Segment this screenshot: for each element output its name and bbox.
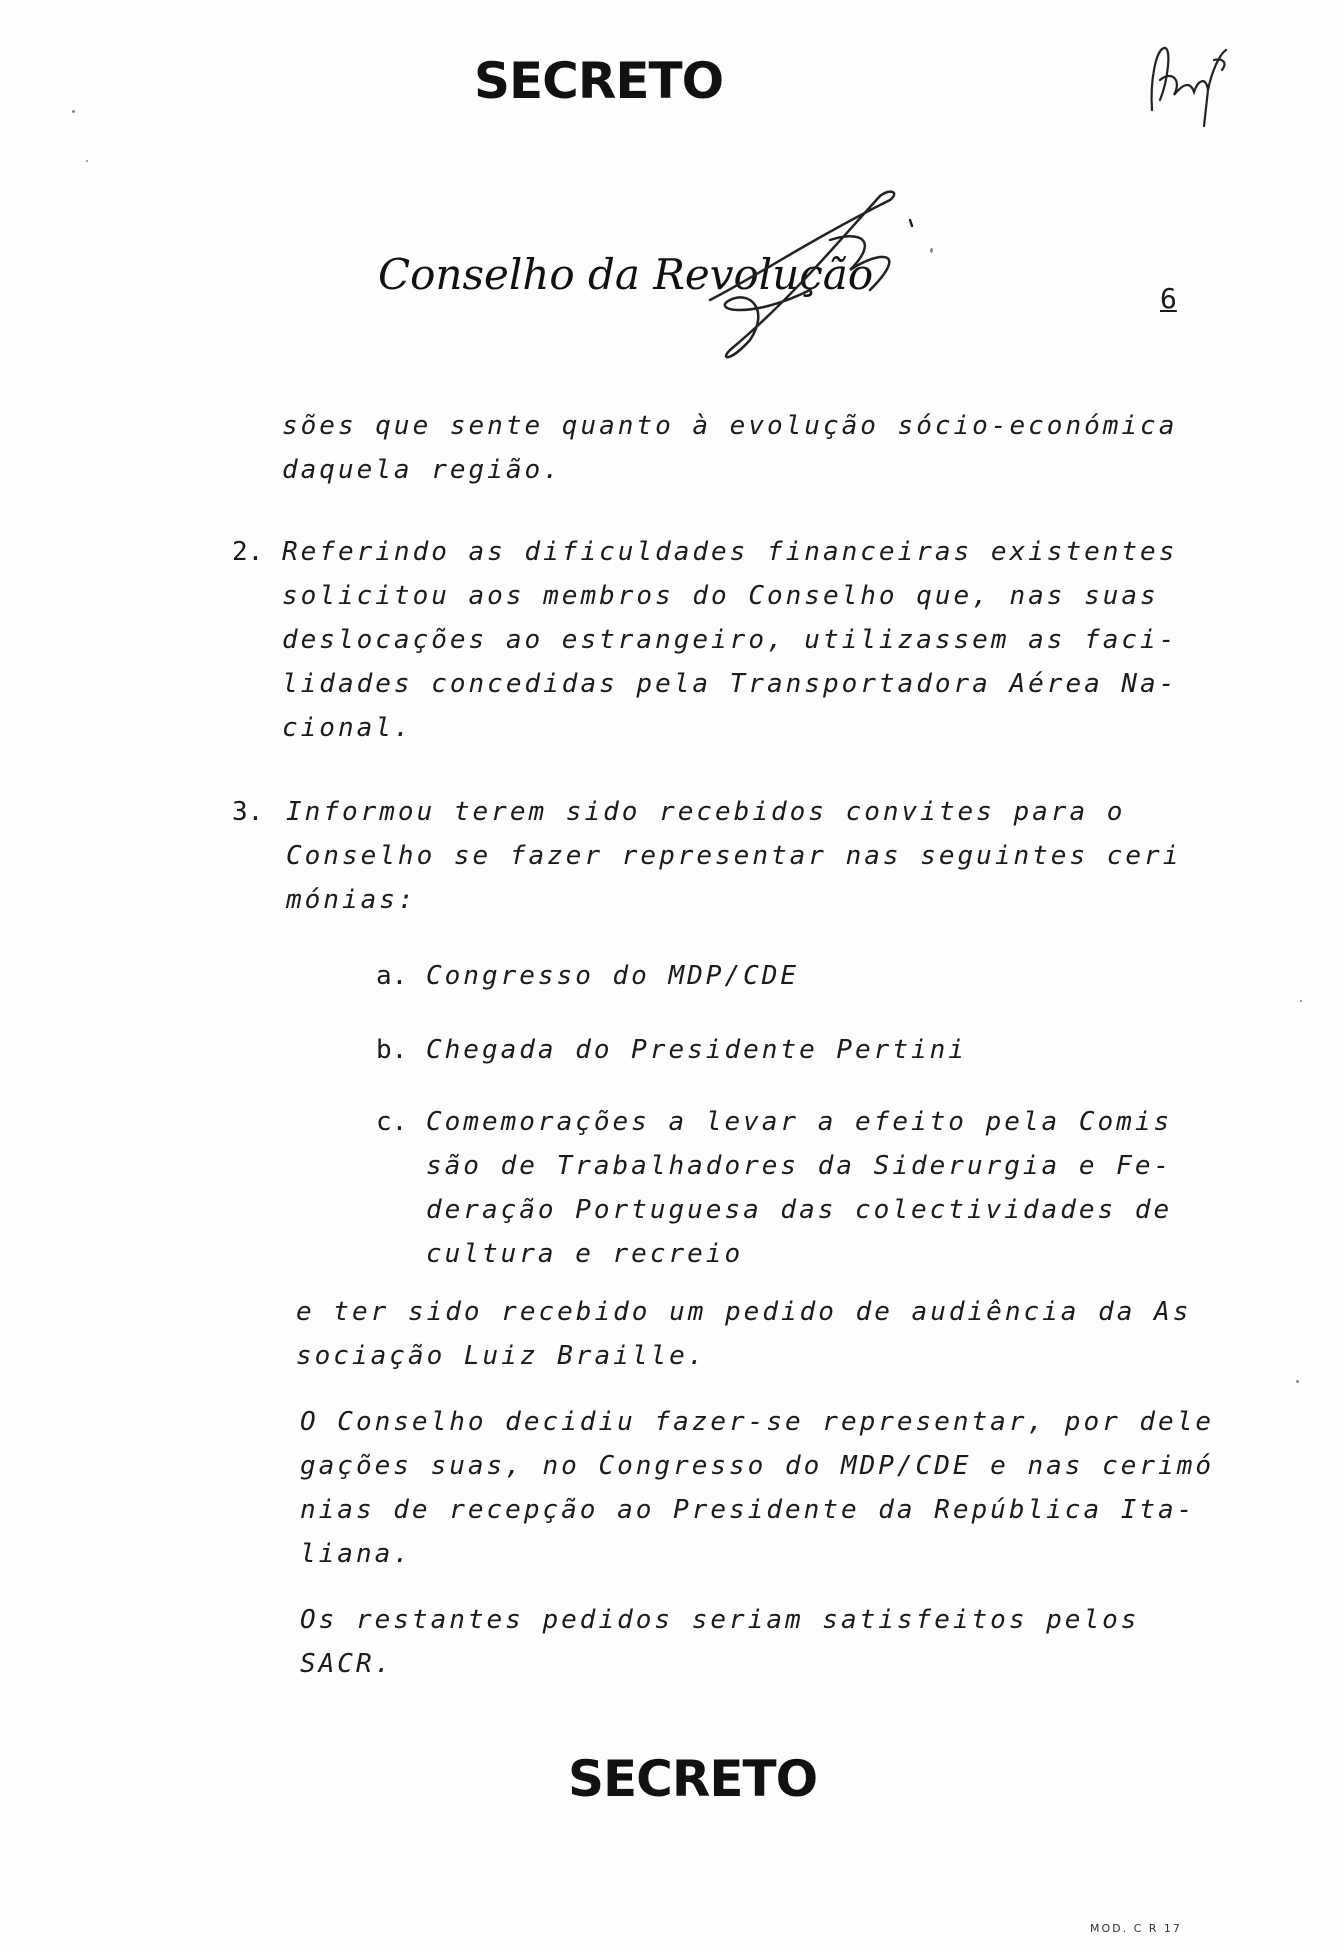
item-3-line-1: Informou terem sido recebidos convites para o [286, 797, 1126, 827]
subitem-c-line-2: são de Trabalhadores da Siderurgia e Fe- [426, 1151, 1173, 1181]
remaining-line-2: SACR. [300, 1649, 394, 1679]
subitem-c-letter: c. [376, 1107, 408, 1137]
letterhead-title: Conselho da Revolução [378, 250, 874, 299]
scan-speck [1296, 1380, 1299, 1383]
item-3-number: 3. [232, 797, 264, 827]
subitem-a-line-1: Congresso do MDP/CDE [426, 961, 800, 991]
page-number: 6 [1160, 282, 1177, 315]
decision-line-1: O Conselho decidiu fazer-se representar, por dele [300, 1407, 1215, 1437]
intro-line-2: daquela região. [282, 455, 562, 485]
audience-line-1: e ter sido recebido um pedido de audiência da As [296, 1297, 1192, 1327]
audience-line-2: sociação Luiz Braille. [296, 1341, 707, 1371]
subitem-b-letter: b. [376, 1035, 408, 1065]
decision-line-4: liana. [300, 1539, 412, 1569]
scan-speck [930, 248, 933, 253]
item-3-line-3: mónias: [286, 885, 417, 915]
item-2-line-2: solicitou aos membros do Conselho que, nas suas [282, 581, 1159, 611]
intro-line-1: sões que sente quanto à evolução sócio-económica [282, 411, 1178, 441]
decision-line-3: nias de recepção ao Presidente da República Ita- [300, 1495, 1196, 1525]
subitem-b-line-1: Chegada do Presidente Pertini [426, 1035, 967, 1065]
classification-header: SECRETO [474, 52, 724, 110]
form-code: MOD. C R 17 [1090, 1922, 1182, 1935]
decision-line-2: gações suas, no Congresso do MDP/CDE e nas cerimó [300, 1451, 1215, 1481]
handwritten-signature [690, 180, 930, 380]
remaining-line-1: Os restantes pedidos seriam satisfeitos pelos [300, 1605, 1140, 1635]
subitem-c-line-1: Comemorações a levar a efeito pela Comis [426, 1107, 1173, 1137]
classification-footer: SECRETO [568, 1750, 818, 1808]
item-2-line-1: Referindo as dificuldades financeiras existentes [282, 537, 1178, 567]
subitem-c-line-3: deração Portuguesa das colectividades de [426, 1195, 1173, 1225]
subitem-c-line-4: cultura e recreio [426, 1239, 744, 1269]
handwritten-initials [1142, 40, 1232, 130]
item-2-line-3: deslocações ao estrangeiro, utilizassem as faci- [282, 625, 1178, 655]
item-2-line-5: cional. [282, 713, 413, 743]
item-2-line-4: lidades concedidas pela Transportadora Aérea Na- [282, 669, 1178, 699]
subitem-a-letter: a. [376, 961, 408, 991]
scan-speck [72, 110, 75, 113]
scan-speck [86, 160, 88, 162]
item-3-line-2: Conselho se fazer representar nas seguintes ceri [286, 841, 1182, 871]
scan-speck [1300, 1000, 1302, 1002]
item-2-number: 2. [232, 537, 264, 567]
